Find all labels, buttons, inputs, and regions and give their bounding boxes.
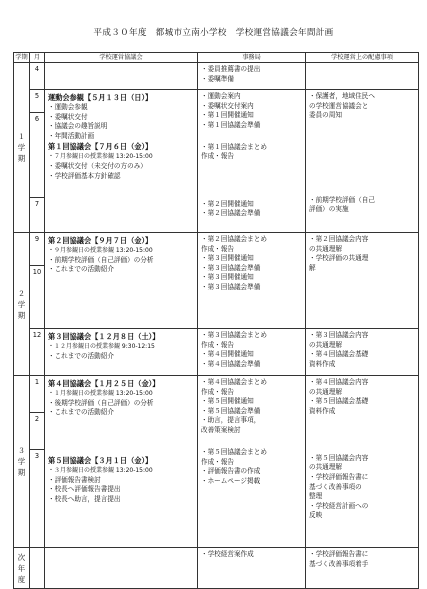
month-february: 2 — [30, 413, 45, 450]
header-row — [14, 53, 419, 63]
header-consider: 学校運営上の配慮事項 — [306, 53, 419, 63]
month-may: 5 — [30, 90, 45, 113]
row-april — [14, 63, 419, 90]
office-april: ・委員推薦書の提出 ・委嘱準備 — [198, 63, 306, 90]
annual-plan-table — [13, 52, 419, 589]
header-office: 事務局 — [198, 53, 306, 63]
header-meeting: 学校運営協議会 — [45, 53, 198, 63]
row-september — [14, 233, 419, 266]
row-may — [14, 90, 419, 113]
month-july: 7 — [30, 198, 45, 233]
month-march: 3 — [30, 450, 45, 548]
consider-sep-oct: ・第２回協議会内容 の共通理解 ・学校評価の共通理 解 — [306, 233, 419, 329]
consider-may-july: ・保護者，地域住民へ の学校運営協議会と 委員の周知 ・前期学校評価（自己 評価）の実施 — [306, 90, 419, 233]
office-next-year: ・学校経営案作成 — [198, 548, 306, 589]
consider-jan-mar: ・第４回協議会内容 の共通理解 ・第５回協議会基礎 資料作成 ・第５回協議会内容 の共通理解 ・学校評価報告書に 基づく改善事項の 整理 ・学校経営計画への 反映 — [306, 376, 419, 548]
meeting-december: 第３回協議会【１２月８日（土）】 ・１２月参観日の授業参観 9:30-12:15 ・これまでの活動紹介 — [45, 329, 198, 376]
month-september: 9 — [30, 233, 45, 266]
header-month: 月 — [30, 53, 45, 63]
term-1: １ 学 期 — [14, 63, 30, 233]
page-title: 平成３０年度 都城市立南小学校 学校運営協議会年間計画 — [93, 28, 334, 38]
term-3: ３ 学 期 — [14, 376, 30, 548]
month-june: 6 — [30, 113, 45, 198]
term-2: ２ 学 期 — [14, 233, 30, 376]
row-january — [14, 376, 419, 413]
office-december: ・第３回協議会まとめ 作成・報告 ・第４回開催通知 ・第４回協議会準備 — [198, 329, 306, 376]
month-january: 1 — [30, 376, 45, 413]
row-next-year — [14, 548, 419, 589]
office-jan-mar: ・第４回協議会まとめ 作成・報告 ・第５回開催通知 ・第５回協議会準備 ・助言，提言事項， 改善策案検討 ・第５回協議会まとめ 作成・報告 ・評価報告書の作成 ・ホームページ掲載 — [198, 376, 306, 548]
meeting-next-year — [45, 548, 198, 589]
month-october: 10 — [30, 266, 45, 329]
term-next-year: 次 年 度 — [14, 548, 30, 589]
month-december: 12 — [30, 329, 45, 376]
meeting-may-july: 運動会参観【５月１３日（日）】 ・運動会参観 ・委嘱状交付 ・協議会の趣旨説明 ・年間活動計画 第１回協議会【７月６日（金）】 ・７月参観日の授業参観 13:20-15:00 ・委嘱状交付（未交付の方のみ） ・学校評価基本方針確認 — [45, 90, 198, 233]
office-sep-oct: ・第２回協議会まとめ 作成・報告 ・第３回開催通知 ・第３回協議会準備 ・第３回開催通知 ・第３回協議会準備 — [198, 233, 306, 329]
consider-april — [306, 63, 419, 90]
meeting-sep-oct: 第２回協議会【９月７日（金）】 ・９月参観日の授業参観 13:20-15:00 ・前期学校評価（自己評価）の分析 ・これまでの活動紹介 — [45, 233, 198, 329]
month-april: 4 — [30, 63, 45, 90]
meeting-april — [45, 63, 198, 90]
office-may-july: ・運動会案内 ・委嘱状交付案内 ・第１回開催通知 ・第１回協議会準備 ・第１回協議会まとめ 作成・報告 ・第２回開催通知 ・第２回協議会準備 — [198, 90, 306, 233]
row-december — [14, 329, 419, 376]
meeting-jan-mar: 第４回協議会【１月２５日（金）】 ・１月参観日の授業参観 13:20-15:00 ・後期学校評価（自己評価）の分析 ・これまでの活動紹介 第５回協議会【３月１日（金）】 ・３月参観日の授業参観 13:20-15:00 ・評価報告書検討 ・校長へ評価報告書提出 ・校長へ助言，提言提出 — [45, 376, 198, 548]
consider-december: ・第３回協議会内容 の共通理解 ・第４回協議会基礎 資料作成 — [306, 329, 419, 376]
consider-next-year: ・学校評価報告書に 基づく改善事項着手 — [306, 548, 419, 589]
header-term: 学期 — [15, 53, 28, 61]
month-next-year — [30, 548, 45, 589]
